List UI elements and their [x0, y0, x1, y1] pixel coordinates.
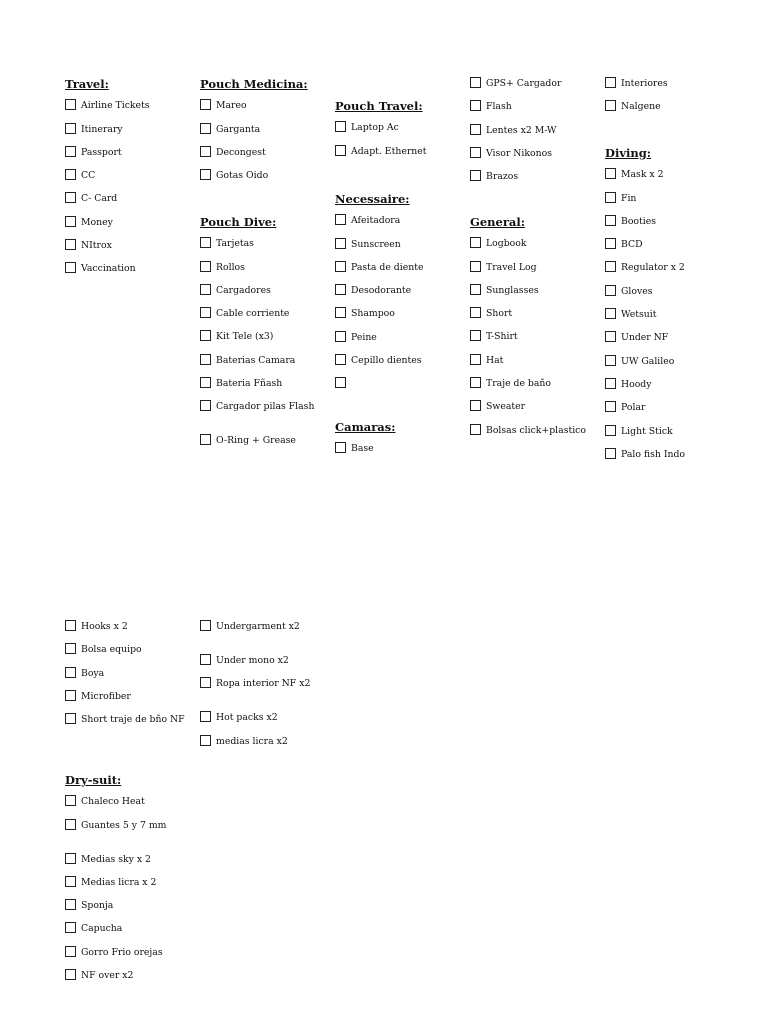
checklist-item[interactable] — [65, 100, 193, 123]
checklist-item-label: Under NF — [621, 332, 669, 344]
checklist-item[interactable] — [605, 101, 733, 124]
checkbox[interactable] — [65, 946, 76, 957]
checklist-item-label: Adapt. Ethernet — [351, 145, 427, 157]
camaras-list — [335, 443, 463, 466]
checkbox[interactable] — [605, 238, 616, 249]
diving-section — [605, 146, 733, 472]
checkbox[interactable] — [65, 620, 76, 631]
dry-suit-heading: Dry-suit: — [65, 773, 122, 787]
checkbox[interactable] — [200, 434, 211, 445]
checkbox[interactable] — [65, 239, 76, 250]
pouch-travel-section — [335, 99, 463, 169]
checklist-item[interactable] — [605, 239, 733, 262]
checkbox[interactable] — [200, 146, 211, 157]
checklist-item-label: Cable corriente — [216, 308, 290, 320]
checklist-item-label: Hoody — [621, 378, 652, 390]
checklist-item[interactable] — [335, 308, 463, 331]
checklist-item-label: Hot packs x2 — [216, 712, 278, 724]
checklist-item[interactable] — [200, 238, 328, 261]
checklist-item-label: Microfiber — [81, 690, 131, 702]
checkbox[interactable] — [470, 377, 481, 388]
checkbox[interactable] — [605, 331, 616, 342]
diving-list — [605, 169, 733, 472]
pouch-dive-list — [200, 238, 328, 458]
checkbox[interactable] — [65, 969, 76, 980]
checklist-item[interactable] — [605, 332, 733, 355]
checkbox[interactable] — [200, 354, 211, 365]
checkbox[interactable] — [200, 735, 211, 746]
checkbox[interactable] — [200, 261, 211, 272]
bottom-col1-section — [65, 621, 193, 748]
checkbox[interactable] — [200, 123, 211, 134]
checkbox[interactable] — [335, 442, 346, 453]
checklist-item[interactable] — [605, 262, 733, 285]
checkbox[interactable] — [65, 853, 76, 864]
checklist-item-label: Capucha — [81, 923, 123, 935]
checkbox[interactable] — [65, 713, 76, 724]
checkbox[interactable] — [65, 169, 76, 180]
checklist-item-label: Under mono x2 — [216, 655, 289, 666]
checklist-item[interactable] — [335, 443, 463, 466]
checklist-item-label: Hooks x 2 — [81, 621, 128, 632]
checklist-item[interactable] — [65, 714, 193, 748]
checklist-item-label: O-Ring + Grease — [216, 435, 296, 447]
checklist-item-label: Decongest — [216, 146, 266, 158]
col5-top-section — [605, 78, 733, 125]
checklist-item[interactable] — [605, 78, 733, 101]
checkbox[interactable] — [200, 99, 211, 110]
checkbox[interactable] — [605, 100, 616, 111]
col4-top-list — [470, 78, 598, 194]
checklist-item[interactable] — [470, 171, 598, 194]
checklist-item[interactable] — [470, 308, 598, 331]
checklist-item-label: Light Stick — [621, 425, 673, 437]
checklist-item[interactable] — [200, 285, 328, 308]
checklist-item[interactable] — [200, 331, 328, 354]
checklist-item-label: Mareo — [216, 100, 247, 112]
checklist-item[interactable] — [335, 285, 463, 308]
pouch-dive-heading: Pouch Dive: — [200, 215, 277, 229]
checkbox[interactable] — [470, 284, 481, 295]
checklist-item-label: Gorro Frio orejas — [81, 946, 163, 958]
checkbox[interactable] — [335, 377, 346, 388]
checkbox[interactable] — [470, 100, 481, 111]
checklist-item[interactable] — [470, 78, 598, 101]
checklist-item[interactable] — [65, 240, 193, 263]
checklist-item[interactable] — [200, 621, 328, 655]
checklist-item[interactable] — [65, 193, 193, 216]
checklist-item-label: Cargador pilas Flash — [216, 401, 315, 413]
checkbox[interactable] — [200, 677, 211, 688]
checklist-item-label: Flash — [486, 101, 512, 113]
checklist-item-label: Fin — [621, 192, 637, 204]
checklist-item[interactable] — [335, 332, 463, 355]
checklist-item-label: Regulator x 2 — [621, 262, 685, 274]
checklist-item-label: CC — [81, 170, 96, 182]
checklist-item-label: Sunglasses — [486, 284, 539, 296]
general-heading: General: — [470, 215, 525, 229]
checklist-item[interactable] — [200, 262, 328, 285]
col4-top-section — [470, 78, 598, 194]
checklist-item-label: Short traje de bño NF — [81, 714, 185, 726]
checklist-item-label: Travel Log — [486, 261, 537, 273]
checklist-item-label: Booties — [621, 215, 657, 227]
checkbox[interactable] — [200, 237, 211, 248]
checkbox[interactable] — [335, 354, 346, 365]
checkbox[interactable] — [200, 307, 211, 318]
checklist-item-label: Medias licra x 2 — [81, 876, 157, 888]
checklist-item[interactable] — [605, 169, 733, 192]
checklist-item-label: Ropa interior NF x2 — [216, 678, 311, 690]
checklist-item[interactable] — [200, 124, 328, 147]
checklist-item-label: Guantes 5 y 7 mm — [81, 819, 167, 831]
checkbox[interactable] — [605, 192, 616, 203]
checklist-item-label: Bolsa equipo — [81, 644, 142, 656]
checkbox[interactable] — [605, 425, 616, 436]
checklist-item-label: Desodorante — [351, 285, 412, 297]
checkbox[interactable] — [65, 876, 76, 887]
checkbox[interactable] — [200, 400, 211, 411]
diving-heading: Diving: — [605, 146, 652, 160]
pouch-medicina-list — [200, 100, 328, 193]
checklist-item[interactable] — [605, 216, 733, 239]
checklist-item[interactable] — [470, 355, 598, 378]
checkbox[interactable] — [605, 168, 616, 179]
checkbox[interactable] — [335, 261, 346, 272]
checkbox[interactable] — [470, 237, 481, 248]
checkbox[interactable] — [470, 354, 481, 365]
checklist-item[interactable] — [65, 124, 193, 147]
checklist-item-label: Afeitadora — [351, 215, 401, 227]
dry-suit-section — [65, 773, 193, 993]
checkbox[interactable] — [200, 284, 211, 295]
pouch-medicina-heading: Pouch Medicina: — [200, 77, 308, 91]
checklist-item-label: Lentes x2 M-W — [486, 124, 557, 136]
checklist-item-label: Itinerary — [81, 123, 123, 135]
checklist-item-label: Vaccination — [81, 263, 136, 275]
checkbox[interactable] — [200, 377, 211, 388]
checkbox[interactable] — [65, 192, 76, 203]
checkbox[interactable] — [470, 307, 481, 318]
checklist-item-label: Bateria Fñash — [216, 378, 283, 390]
checklist-item-label: Mask x 2 — [621, 169, 664, 181]
checklist-item-label: Baterias Camara — [216, 354, 296, 366]
checkbox[interactable] — [335, 214, 346, 225]
checklist-item-label: Visor Nikonos — [486, 147, 552, 159]
checkbox[interactable] — [335, 307, 346, 318]
checklist-item[interactable] — [470, 401, 598, 424]
checklist-item-label: Shampoo — [351, 308, 395, 320]
checklist-item-label: BCD — [621, 239, 643, 251]
checkbox[interactable] — [605, 401, 616, 412]
checkbox[interactable] — [200, 620, 211, 631]
checklist-item[interactable] — [200, 170, 328, 193]
checkbox[interactable] — [65, 667, 76, 678]
necessaire-list — [335, 215, 463, 401]
checklist-item-label: Base — [351, 443, 374, 455]
checklist-item-label: NF over x2 — [81, 970, 134, 982]
pouch-medicina-section — [200, 77, 328, 193]
checklist-item[interactable] — [65, 217, 193, 240]
checklist-item[interactable] — [470, 285, 598, 308]
checklist-item[interactable] — [335, 122, 463, 145]
checklist-item-label: Tarjetas — [216, 238, 254, 250]
checkbox[interactable] — [65, 899, 76, 910]
checklist-item-label: Laptop Ac — [351, 122, 399, 134]
checklist-item-label: Bolsas click+plastico — [486, 424, 586, 436]
checkbox[interactable] — [65, 795, 76, 806]
checklist-item[interactable] — [605, 426, 733, 449]
camaras-heading: Camaras: — [335, 420, 396, 434]
checklist-item-label: Passport — [81, 146, 122, 158]
checkbox[interactable] — [65, 690, 76, 701]
checklist-item[interactable] — [65, 644, 193, 667]
checklist-item-label: Brazos — [486, 171, 519, 183]
checklist-item[interactable] — [65, 796, 193, 819]
checklist-item-label: Kit Tele (x3) — [216, 331, 274, 343]
checkbox[interactable] — [470, 77, 481, 88]
checkbox[interactable] — [65, 123, 76, 134]
checkbox[interactable] — [605, 308, 616, 319]
checkbox[interactable] — [335, 331, 346, 342]
checklist-item-label: GPS+ Cargador — [486, 78, 562, 89]
checklist-item-label: Interiores — [621, 78, 668, 89]
bottom-col1-list — [65, 621, 193, 748]
checklist-item[interactable] — [605, 356, 733, 379]
pouch-travel-heading: Pouch Travel: — [335, 99, 423, 113]
general-section — [470, 215, 598, 459]
checklist-item[interactable] — [65, 877, 193, 900]
checklist-item[interactable] — [335, 146, 463, 169]
travel-heading: Travel: — [65, 77, 109, 91]
checklist-item-label: Sunscreen — [351, 238, 401, 250]
checkbox[interactable] — [470, 170, 481, 181]
checklist-item[interactable] — [65, 691, 193, 714]
checklist-item-label: Peine — [351, 331, 377, 343]
col5-top-list — [605, 78, 733, 125]
checklist-item-label: Logbook — [486, 238, 527, 250]
checklist-item[interactable] — [605, 402, 733, 425]
checklist-item[interactable] — [470, 262, 598, 285]
checkbox[interactable] — [605, 215, 616, 226]
checklist-item[interactable] — [200, 678, 328, 712]
checklist-item[interactable] — [200, 655, 328, 678]
checklist-item-label: Gloves — [621, 285, 653, 297]
checklist-item-label: Boya — [81, 667, 105, 679]
pouch-travel-list — [335, 122, 463, 169]
checklist-item-label: Rollos — [216, 261, 245, 273]
checklist-item-label: Nalgene — [621, 101, 661, 113]
checklist-item-label: Sweater — [486, 401, 526, 413]
checklist-item-label: C- Card — [81, 193, 118, 205]
checklist-item[interactable] — [65, 854, 193, 877]
checklist-item[interactable] — [470, 331, 598, 354]
checklist-item-label: Undergarment x2 — [216, 621, 300, 632]
checklist-item[interactable] — [605, 379, 733, 402]
checkbox[interactable] — [470, 124, 481, 135]
necessaire-section — [335, 192, 463, 402]
checklist-item[interactable] — [200, 100, 328, 123]
checklist-item[interactable] — [65, 820, 193, 854]
checkbox[interactable] — [605, 77, 616, 88]
checklist-item-label: medias licra x2 — [216, 735, 288, 747]
checklist-item[interactable] — [200, 712, 328, 735]
bottom-col2-section — [200, 621, 328, 759]
checkbox[interactable] — [470, 424, 481, 435]
general-list — [470, 238, 598, 458]
checklist-item[interactable] — [200, 308, 328, 331]
checkbox[interactable] — [65, 819, 76, 830]
camaras-section — [335, 420, 463, 467]
checklist-item-label: Garganta — [216, 123, 261, 135]
checkbox[interactable] — [605, 261, 616, 272]
checklist-item[interactable] — [335, 239, 463, 262]
checkbox[interactable] — [65, 262, 76, 273]
checklist-item[interactable] — [470, 238, 598, 261]
checklist-item[interactable] — [65, 147, 193, 170]
checklist-item[interactable] — [65, 970, 193, 993]
checklist-item-label: Airline Tickets — [81, 100, 150, 112]
checklist-item[interactable] — [200, 435, 328, 458]
checkbox[interactable] — [335, 238, 346, 249]
checklist-item[interactable] — [65, 170, 193, 193]
checkbox[interactable] — [335, 145, 346, 156]
checkbox[interactable] — [65, 922, 76, 933]
checklist-item-label: Pasta de diente — [351, 261, 424, 273]
checklist-item-label: Chaleco Heat — [81, 796, 145, 808]
checklist-item[interactable] — [65, 621, 193, 644]
checklist-item[interactable] — [335, 355, 463, 378]
travel-section — [65, 77, 193, 287]
bottom-col2-list — [200, 621, 328, 759]
checkbox[interactable] — [335, 121, 346, 132]
checkbox[interactable] — [470, 400, 481, 411]
checklist-item[interactable] — [470, 101, 598, 124]
checkbox[interactable] — [65, 146, 76, 157]
checklist-item-label: Wetsuit — [621, 309, 657, 321]
checklist-item-label: UW Galileo — [621, 355, 675, 367]
checkbox[interactable] — [200, 169, 211, 180]
checklist-item[interactable] — [470, 125, 598, 148]
checklist-item[interactable] — [335, 262, 463, 285]
checklist-item-label: Gotas Oido — [216, 170, 269, 182]
checklist-item[interactable] — [200, 736, 328, 759]
checklist-item[interactable] — [335, 215, 463, 238]
necessaire-heading: Necessaire: — [335, 192, 410, 206]
checklist-item-label: Traje de baño — [486, 378, 552, 390]
checkbox[interactable] — [200, 654, 211, 665]
checklist-item-label: Short — [486, 308, 513, 320]
checklist-item[interactable] — [605, 309, 733, 332]
checklist-item[interactable] — [200, 147, 328, 170]
checklist-item[interactable] — [200, 378, 328, 401]
checkbox[interactable] — [65, 216, 76, 227]
checklist-item[interactable] — [470, 148, 598, 171]
checkbox[interactable] — [470, 261, 481, 272]
checklist-item[interactable] — [65, 263, 193, 286]
checkbox[interactable] — [470, 147, 481, 158]
checklist-item-label: Money — [81, 216, 113, 228]
checkbox[interactable] — [335, 284, 346, 295]
checklist-item[interactable] — [200, 355, 328, 378]
checklist-item-label: Palo fish Indo — [621, 448, 686, 460]
checklist-item[interactable] — [65, 900, 193, 923]
checkbox[interactable] — [605, 378, 616, 389]
pouch-dive-section — [200, 215, 328, 459]
travel-list — [65, 100, 193, 286]
checklist-item-label: T-Shirt — [486, 331, 518, 343]
checklist-item[interactable] — [470, 378, 598, 401]
checklist-item-label: Polar — [621, 402, 646, 414]
checklist-item-label: Cepillo dientes — [351, 355, 422, 367]
checkbox[interactable] — [605, 448, 616, 459]
checklist-item[interactable] — [65, 668, 193, 691]
checklist-item-label: Cargadores — [216, 284, 271, 296]
checklist-item-label: Medias sky x 2 — [81, 853, 151, 865]
checklist-item[interactable] — [200, 401, 328, 435]
checklist-item-label: Hat — [486, 354, 504, 366]
checkbox[interactable] — [65, 643, 76, 654]
checkbox[interactable] — [470, 330, 481, 341]
checkbox[interactable] — [65, 99, 76, 110]
checklist-item[interactable] — [605, 193, 733, 216]
checkbox[interactable] — [200, 711, 211, 722]
checklist-item-label: Sponja — [81, 900, 114, 912]
checklist-item[interactable] — [65, 923, 193, 946]
checklist-item[interactable] — [605, 286, 733, 309]
checklist-item[interactable] — [470, 425, 598, 459]
checklist-item[interactable] — [335, 378, 463, 401]
checkbox[interactable] — [605, 285, 616, 296]
dry-suit-list — [65, 796, 193, 993]
checkbox[interactable] — [605, 355, 616, 366]
checklist-item-label: NItrox — [81, 240, 112, 252]
checkbox[interactable] — [200, 330, 211, 341]
checklist-item[interactable] — [65, 947, 193, 970]
checklist-item[interactable] — [605, 449, 733, 472]
